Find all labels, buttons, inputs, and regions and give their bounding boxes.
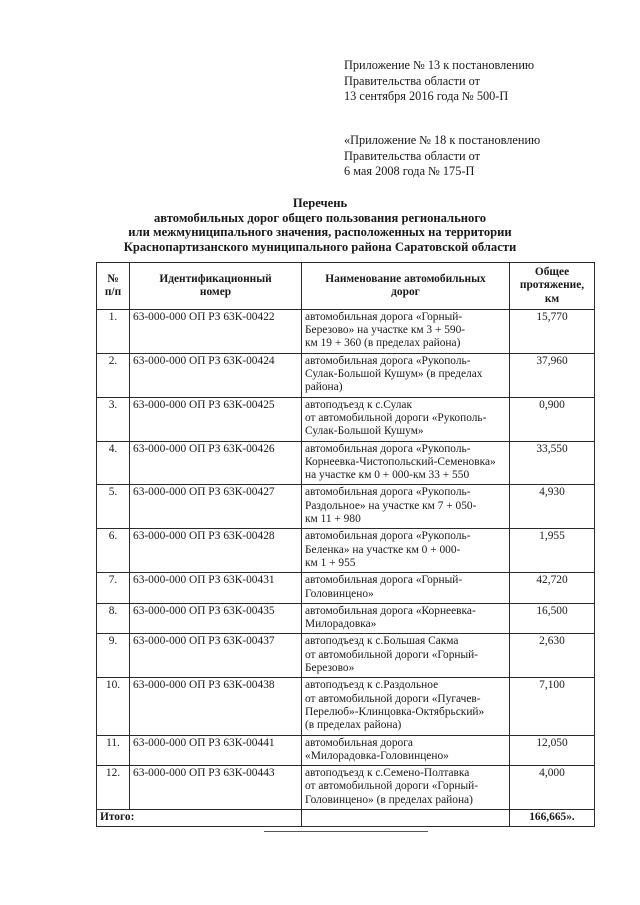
road-length: 4,930 xyxy=(510,485,595,529)
road-name-line: от автомобильной дороги «Горный- xyxy=(305,780,479,793)
row-number: 6. xyxy=(97,529,130,573)
road-name-line: Головинцено» (в пределах района) xyxy=(305,793,473,806)
road-name-line: Березово» на участке км 3 + 590- xyxy=(305,324,466,337)
table-row xyxy=(97,441,595,485)
annex-reference-current xyxy=(344,58,534,105)
road-name-line: автоподъезд к с.Раздольное xyxy=(305,679,439,692)
row-number: 4. xyxy=(97,441,130,485)
road-length: 37,960 xyxy=(510,353,595,397)
table-row xyxy=(97,529,595,573)
road-length: 7,100 xyxy=(510,678,595,735)
road-name-line: автомобильная дорога «Рукополь- xyxy=(305,354,471,367)
table-row xyxy=(97,603,595,634)
road-identifier: 63-000-000 ОП РЗ 63К-00441 xyxy=(130,735,302,766)
road-name xyxy=(302,603,510,634)
total-value: 166,665». xyxy=(510,809,595,826)
road-name xyxy=(302,441,510,485)
road-name xyxy=(302,485,510,529)
road-name xyxy=(302,735,510,766)
road-name-line: км 19 + 360 (в пределах района) xyxy=(305,337,461,350)
table-row xyxy=(97,353,595,397)
road-name-line: автомобильная дорога xyxy=(305,736,413,749)
road-name-line: от автомобильной дороги «Рукополь- xyxy=(305,411,487,424)
road-identifier: 63-000-000 ОП РЗ 63К-00431 xyxy=(130,573,302,604)
row-number: 11. xyxy=(97,735,130,766)
table-row xyxy=(97,309,595,353)
road-identifier: 63-000-000 ОП РЗ 63К-00443 xyxy=(130,766,302,810)
road-length: 4,000 xyxy=(510,766,595,810)
road-length: 33,550 xyxy=(510,441,595,485)
footer-divider xyxy=(264,831,428,832)
row-number: 10. xyxy=(97,678,130,735)
road-name-line: Головинцено» xyxy=(305,587,374,600)
header-number: № п/п xyxy=(97,263,130,310)
road-length: 42,720 xyxy=(510,573,595,604)
row-number: 8. xyxy=(97,603,130,634)
road-name-line: от автомобильной дороги «Пугачев- xyxy=(305,692,481,705)
title-line: Перечень xyxy=(292,196,348,210)
road-name-line: автомобильная дорога «Рукополь- xyxy=(305,530,471,543)
road-name-line: от автомобильной дороги «Горный- xyxy=(305,648,479,661)
title-line: Краснопартизанского муниципального района Саратовской области xyxy=(123,239,517,254)
row-number: 12. xyxy=(97,766,130,810)
roads-table xyxy=(96,262,595,827)
road-name-line: Перелюб»-Клинцовка-Октябрьский» xyxy=(305,705,485,718)
table-row xyxy=(97,766,595,810)
annex-line: Приложение № 13 к постановлению xyxy=(344,58,535,72)
road-name xyxy=(302,678,510,735)
document-title xyxy=(60,196,580,254)
annex-reference-original xyxy=(344,133,540,180)
road-name-line: Сулак-Большой Кушум» (в пределах xyxy=(305,368,483,381)
road-identifier: 63-000-000 ОП РЗ 63К-00427 xyxy=(130,485,302,529)
road-name-line: автомобильная дорога «Горный- xyxy=(305,310,463,323)
road-identifier: 63-000-000 ОП РЗ 63К-00435 xyxy=(130,603,302,634)
road-name-line: Милорадовка» xyxy=(305,618,377,631)
road-name-line: «Милорадовка-Головинцено» xyxy=(305,749,449,762)
road-length: 0,900 xyxy=(510,397,595,441)
road-name xyxy=(302,397,510,441)
road-name-line: автомобильная дорога «Рукополь- xyxy=(305,442,471,455)
table-row xyxy=(97,573,595,604)
road-length: 2,630 xyxy=(510,634,595,678)
road-identifier: 63-000-000 ОП РЗ 63К-00438 xyxy=(130,678,302,735)
row-number: 7. xyxy=(97,573,130,604)
annex-line: «Приложение № 18 к постановлению xyxy=(344,133,541,147)
road-name-line: Раздольное» на участке км 7 + 050- xyxy=(305,499,477,512)
road-name-line: Корнеевка-Чистопольский-Семеновка» xyxy=(305,455,496,468)
row-number: 1. xyxy=(97,309,130,353)
road-name xyxy=(302,573,510,604)
table-row xyxy=(97,397,595,441)
header-road-name: Наименование автомобильных дорог xyxy=(302,263,510,310)
road-name-line: (в пределах района) xyxy=(305,719,402,732)
road-name xyxy=(302,529,510,573)
road-name-line: автомобильная дорога «Горный- xyxy=(305,574,463,587)
road-name-line: Березово» xyxy=(305,662,355,675)
total-label: Итого: xyxy=(97,809,302,826)
title-line: или межмуниципального значения, расположенных на территории xyxy=(128,225,512,240)
road-name xyxy=(302,353,510,397)
table-row xyxy=(97,485,595,529)
row-number: 3. xyxy=(97,397,130,441)
road-name-line: автомобильная дорога «Рукополь- xyxy=(305,486,471,499)
header-length: Общее протяжение, км xyxy=(510,263,595,310)
table-row xyxy=(97,678,595,735)
title-line: автомобильных дорог общего пользования регионального xyxy=(153,210,487,225)
annex-line: Правительства области от xyxy=(344,148,480,163)
table-row xyxy=(97,735,595,766)
road-name-line: автоподъезд к с.Семено-Полтавка xyxy=(305,767,470,780)
road-identifier: 63-000-000 ОП РЗ 63К-00428 xyxy=(130,529,302,573)
road-identifier: 63-000-000 ОП РЗ 63К-00437 xyxy=(130,634,302,678)
annex-line: 6 мая 2008 года № 175-П xyxy=(344,164,475,178)
road-identifier: 63-000-000 ОП РЗ 63К-00426 xyxy=(130,441,302,485)
road-length: 16,500 xyxy=(510,603,595,634)
road-name-line: на участке км 0 + 000-км 33 + 550 xyxy=(305,469,470,482)
annex-line: 13 сентября 2016 года № 500-П xyxy=(344,89,509,103)
row-number: 2. xyxy=(97,353,130,397)
road-length: 1,955 xyxy=(510,529,595,573)
road-name xyxy=(302,634,510,678)
row-number: 9. xyxy=(97,634,130,678)
road-identifier: 63-000-000 ОП РЗ 63К-00424 xyxy=(130,353,302,397)
road-name-line: Беленка» на участке км 0 + 000- xyxy=(305,543,461,556)
road-length: 15,770 xyxy=(510,309,595,353)
road-identifier: 63-000-000 ОП РЗ 63К-00422 xyxy=(130,309,302,353)
road-name-line: км 11 + 980 xyxy=(305,513,361,526)
table-header-row xyxy=(97,263,595,310)
road-length: 12,050 xyxy=(510,735,595,766)
road-name-line: Сулак-Большой Кушум» xyxy=(305,425,424,438)
total-spacer xyxy=(302,809,510,826)
road-name-line: автоподъезд к с.Сулак xyxy=(305,398,413,411)
table-row xyxy=(97,634,595,678)
road-identifier: 63-000-000 ОП РЗ 63К-00425 xyxy=(130,397,302,441)
road-name xyxy=(302,766,510,810)
header-identifier: Идентификационный номер xyxy=(130,263,302,310)
annex-line: Правительства области от xyxy=(344,73,480,88)
road-name xyxy=(302,309,510,353)
road-name-line: района) xyxy=(305,381,343,394)
road-name-line: автоподъезд к с.Большая Сакма xyxy=(305,635,459,648)
total-row xyxy=(97,809,595,826)
row-number: 5. xyxy=(97,485,130,529)
road-name-line: км 1 + 955 xyxy=(305,556,356,569)
road-name-line: автомобильная дорога «Корнеевка- xyxy=(305,604,476,617)
